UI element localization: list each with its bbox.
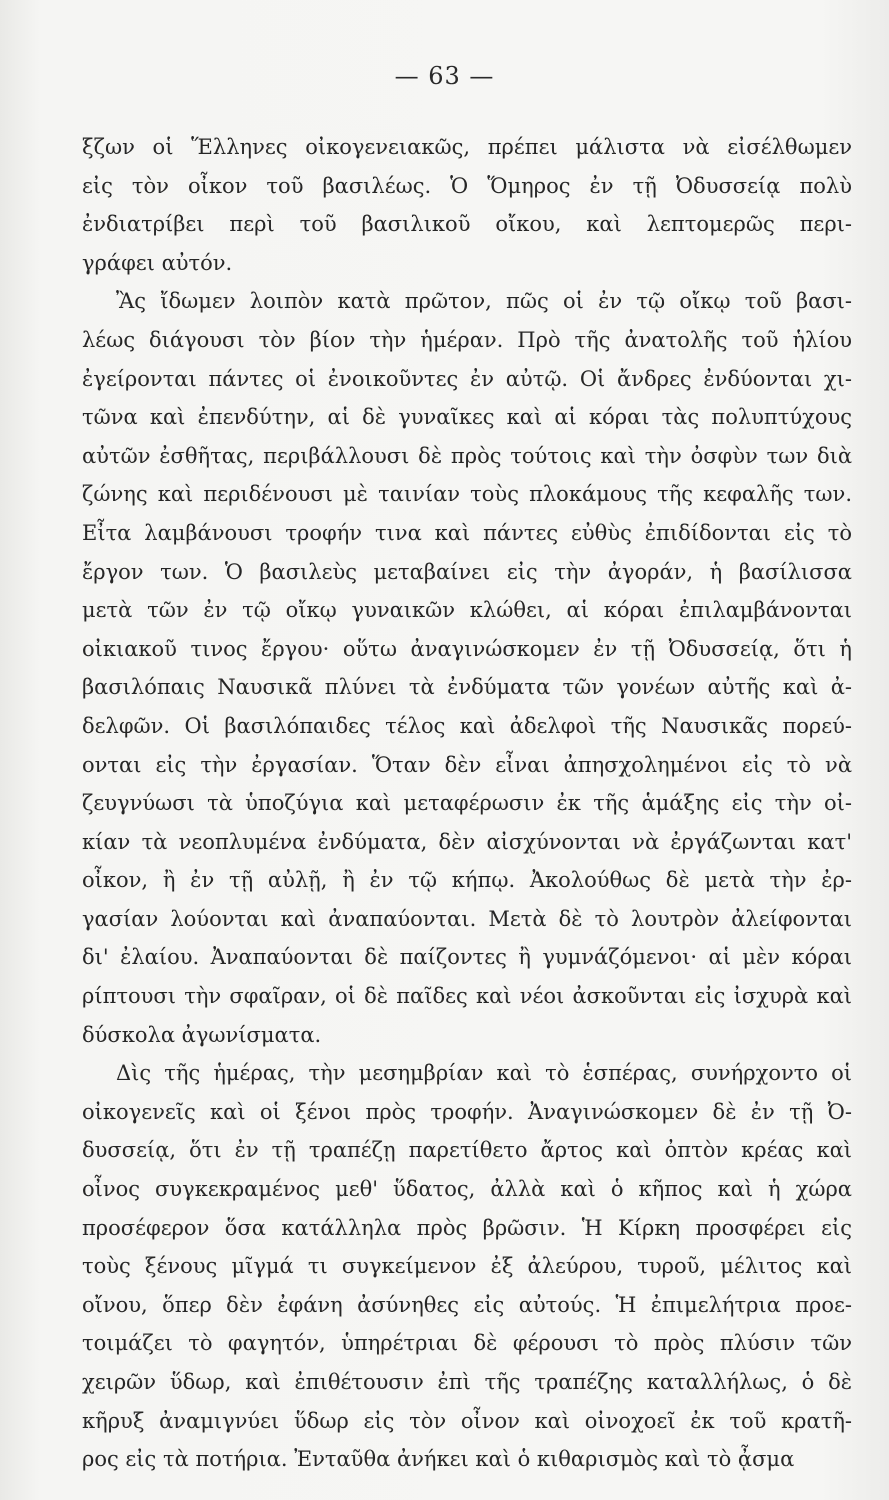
text-line: χειρῶν ὕδωρ, καὶ ἐπιθέτουσιν ἐπὶ τῆς τραπέζης καταλλήλως, ὁ δὲ [82,1370,852,1394]
text-line: ρίπτουσι τὴν σφαῖραν, οἱ δὲ παῖδες καὶ νέοι ἀσκοῦνται εἰς ἰσχυρὰ καὶ [82,984,852,1009]
text-line: οἴνου, ὅπερ δὲν ἐφάνη ἀσύνηθες εἰς αὐτούς. Ἡ ἐπιμελήτρια προε- [82,1292,852,1317]
text-line: οἶνος συγκεκραμένος μεθ' ὕδατος, ἀλλὰ καὶ ὁ κῆπος καὶ ἡ χώρα [82,1177,852,1202]
text-line: οἰκογενεῖς καὶ οἱ ξένοι πρὸς τροφήν. Ἀναγινώσκομεν δὲ ἐν τῇ Ὀ- [82,1099,852,1124]
text-line: ζευγνύωσι τὰ ὑποζύγια καὶ μεταφέρωσιν ἐκ τῆς ἁμάξης εἰς τὴν οἰ- [82,791,852,816]
text-line: δι' ἐλαίου. Ἀναπαύονται δὲ παίζοντες ἢ γυμνάζόμενοι· αἱ μὲν κόραι [82,945,852,970]
text-line: Ἂς ἴδωμεν λοιπὸν κατὰ πρῶτον, πῶς οἱ ἐν τῷ οἴκῳ τοῦ βασι- [116,289,852,314]
text-line: γασίαν λούονται καὶ ἀναπαύονται. Μετὰ δὲ τὸ λουτρὸν ἀλείφονται [82,906,852,931]
text-line: τοιμάζει τὸ φαγητόν, ὑπηρέτριαι δὲ φέρουσι τὸ πρὸς πλύσιν τῶν [82,1331,852,1356]
paragraph [82,128,852,282]
text-line: προσέφερον ὅσα κατάλληλα πρὸς βρῶσιν. Ἡ Κίρκη προσφέρει εἰς [82,1215,852,1240]
text-line: εἰς τὸν οἶκον τοῦ βασιλέως. Ὁ Ὅμηρος ἐν τῇ Ὀδυσσείᾳ πολὺ [82,173,852,198]
text-line: δύσκολα ἀγωνίσματα. [82,1022,322,1047]
paragraph [82,1054,852,1479]
body-text [82,128,852,1479]
text-line: ἐγείρονται πάντες οἱ ἐνοικοῦντες ἐν αὐτῷ. Οἱ ἄνδρες ἐνδύονται χι- [82,366,852,391]
text-line: βασιλόπαις Ναυσικᾶ πλύνει τὰ ἐνδύματα τῶν γονέων αὐτῆς καὶ ἀ- [82,675,852,700]
text-line: οἰκιακοῦ τινος ἔργου· οὕτω ἀναγινώσκομεν ἐν τῇ Ὀδυσσείᾳ, ὅτι ἡ [82,636,852,661]
text-line: γράφει αὐτόν. [82,250,233,275]
text-line: ἔργον των. Ὁ βασιλεὺς μεταβαίνει εἰς τὴν ἀγοράν, ἡ βασίλισσα [82,559,852,584]
text-line: ἐνδιατρίβει περὶ τοῦ βασιλικοῦ οἴκου, καὶ λεπτομερῶς περι- [82,212,852,237]
text-line: ξζων οἱ Ἕλληνες οἰκογενειακῶς, πρέπει μάλιστα νὰ εἰσέλθωμεν [82,135,852,159]
text-line: λέως διάγουσι τὸν βίον τὴν ἡμέραν. Πρὸ τῆς ἀνατολῆς τοῦ ἡλίου [82,327,852,352]
text-line: Δὶς τῆς ἡμέρας, τὴν μεσημβρίαν καὶ τὸ ἑσπέρας, συνήρχοντο οἱ [116,1061,852,1086]
text-line: κῆρυξ ἀναμιγνύει ὕδωρ εἰς τὸν οἶνον καὶ οἰνοχοεῖ ἐκ τοῦ κρατῆ- [82,1408,852,1433]
text-line: δυσσείᾳ, ὅτι ἐν τῇ τραπέζῃ παρετίθετο ἄρτος καὶ ὀπτὸν κρέας καὶ [82,1138,852,1163]
text-line: δελφῶν. Οἱ βασιλόπαιδες τέλος καὶ ἀδελφοὶ τῆς Ναυσικᾶς πορεύ- [82,713,852,738]
text-line: τοὺς ξένους μῖγμά τι συγκείμενον ἐξ ἀλεύρου, τυροῦ, μέλιτος καὶ [82,1254,852,1279]
text-line: Εἶτα λαμβάνουσι τροφήν τινα καὶ πάντες εὐθὺς ἐπιδίδονται εἰς τὸ [82,520,852,545]
text-line: αὐτῶν ἐσθῆτας, περιβάλλουσι δὲ πρὸς τούτοις καὶ τὴν ὀσφὺν των διὰ [82,443,852,468]
text-line: ζώνης καὶ περιδένουσι μὲ ταινίαν τοὺς πλοκάμους τῆς κεφαλῆς των. [82,482,852,507]
text-line: μετὰ τῶν ἐν τῷ οἴκῳ γυναικῶν κλώθει, αἱ κόραι ἐπιλαμβάνονται [82,598,852,623]
paragraph [82,282,852,1054]
text-line: ρος εἰς τὰ ποτήρια. Ἐνταῦθα ἀνήκει καὶ ὁ κιθαρισμὸς καὶ τὸ ᾆσμα [82,1447,795,1472]
text-line: τῶνα καὶ ἐπενδύτην, αἱ δὲ γυναῖκες καὶ αἱ κόραι τὰς πολυπτύχους [82,405,852,430]
page-number: — 63 — [394,62,495,90]
text-line: κίαν τὰ νεοπλυμένα ἐνδύματα, δὲν αἰσχύνονται νὰ ἐργάζωνται κατ' [82,829,852,854]
text-line: οἶκον, ἢ ἐν τῇ αὐλῇ, ἢ ἐν τῷ κήπῳ. Ἀκολούθως δὲ μετὰ τὴν ἐρ- [82,868,852,893]
text-line: ονται εἰς τὴν ἐργασίαν. Ὅταν δὲν εἶναι ἀπησχολημένοι εἰς τὸ νὰ [82,752,852,777]
